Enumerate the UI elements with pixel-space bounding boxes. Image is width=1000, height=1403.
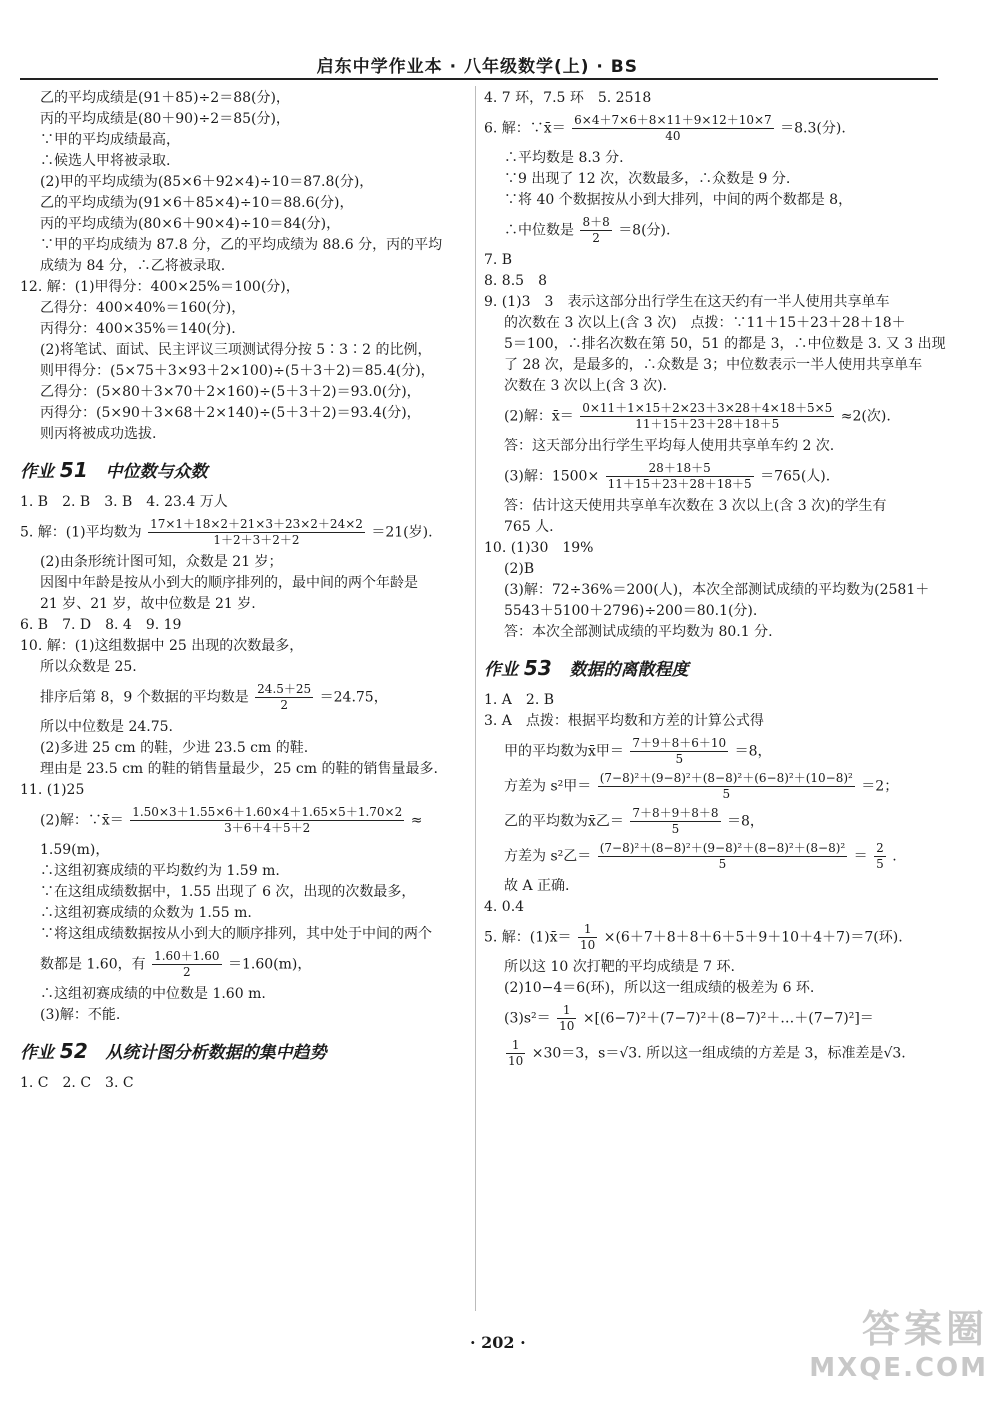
text-line: (2)10−4＝6(环)，所以这一组成绩的极差为 6 环. xyxy=(504,980,815,996)
text-line: ∴平均数是 8.3 分. xyxy=(504,150,624,166)
denominator: 2 xyxy=(280,698,288,712)
text-line: ∴这组初赛成绩的中位数是 1.60 m. xyxy=(40,986,266,1002)
question-11-median-formula xyxy=(20,949,468,980)
q5-variance-result xyxy=(484,1038,944,1069)
formula-suffix: ≈ xyxy=(410,812,423,829)
denominator: 2 xyxy=(592,231,600,245)
formula-prefix: (3)解：1500× xyxy=(504,468,600,485)
formula-suffix: ≈2(次). xyxy=(840,408,891,425)
answer-line: 4. 0.4 xyxy=(484,899,525,915)
text-line: 765 人. xyxy=(504,519,554,535)
question-3: 3. A 点拨：根据平均数和方差的计算公式得 xyxy=(484,713,764,729)
fraction xyxy=(580,401,834,432)
numerator: 1.50×3＋1.55×6＋1.60×4＋1.65×5＋1.70×2 xyxy=(132,805,403,819)
question-9: 9. (1)3 3 表示这部分出行学生在这天约有一半人使用共享单车 xyxy=(484,294,890,310)
formula-prefix: 方差为 s²甲＝ xyxy=(504,778,592,795)
fraction xyxy=(630,806,720,837)
numerator: 1 xyxy=(578,922,597,938)
text-line: 乙得分：(5×80＋3×70＋2×160)÷(5＋3＋2)＝93.0(分)， xyxy=(40,384,421,400)
text-line: ∴这组初赛成绩的众数为 1.55 m. xyxy=(40,905,252,921)
text-line: 丙的平均成绩是(80＋90)÷2＝85(分)， xyxy=(40,111,290,127)
q5-variance-formula xyxy=(484,1003,944,1034)
denominator: 40 xyxy=(665,129,681,143)
section-number: 53 xyxy=(523,656,552,680)
numerator: 1.60＋1.60 xyxy=(154,949,220,963)
text-line: 答：估计这天使用共享单车次数在 3 次以上(含 3 次)的学生有 xyxy=(504,498,887,514)
formula-prefix: 5. 解：(1)x̄＝ xyxy=(484,929,572,946)
question-11-formula xyxy=(20,805,468,836)
fraction xyxy=(630,736,728,767)
formula-suffix: ＝21(岁). xyxy=(371,524,433,541)
text-line: (2)将笔试、面试、民主评议三项测试得分按 5∶3∶2 的比例， xyxy=(40,342,432,358)
section-51-heading xyxy=(20,457,468,482)
formula-prefix: 6. 解：∵x̄＝ xyxy=(484,120,566,137)
page-header xyxy=(20,48,938,80)
right-column xyxy=(484,88,944,1073)
question-5-formula xyxy=(20,517,468,548)
text-line: 5＝100，∴排名次数在第 50，51 的都是 3，∴中位数是 3. 又 3 出现 xyxy=(504,336,946,352)
formula-prefix: (3)s²＝ xyxy=(504,1010,551,1027)
q3-variance-a xyxy=(484,771,944,802)
fraction xyxy=(598,771,855,802)
fraction xyxy=(130,805,404,836)
fraction xyxy=(572,113,774,144)
text-line: 所以这 10 次打靶的平均成绩是 7 环. xyxy=(504,959,735,975)
watermark-top: 答案圈 xyxy=(861,1307,988,1351)
text-line: ∵甲的平均成绩最高， xyxy=(40,132,180,148)
numerator: (7−8)²＋(8−8)²＋(9−8)²＋(8−8)²＋(8−8)² xyxy=(599,841,846,855)
formula-suffix: . xyxy=(892,848,897,865)
formula-suffix: ＝765(人). xyxy=(760,468,831,485)
denominator: 5 xyxy=(718,857,727,871)
column-divider xyxy=(475,86,476,1311)
denominator: 10 xyxy=(508,1054,524,1068)
answer-line: 1. C 2. C 3. C xyxy=(20,1075,134,1091)
text-line: ∵9 出现了 12 次，次数最多，∴众数是 9 分. xyxy=(504,171,791,187)
question-10-formula xyxy=(20,682,468,713)
section-52-heading xyxy=(20,1038,468,1063)
text-line: (2)B xyxy=(504,561,535,577)
formula-suffix: ＝2； xyxy=(861,778,899,795)
q3-variance-b xyxy=(484,841,944,872)
text-line: 成绩为 84 分，∴乙将被录取. xyxy=(40,258,226,274)
denominator: 11＋15＋23＋28＋18＋5 xyxy=(607,477,752,491)
q3-mean-a xyxy=(484,736,944,767)
text-line: 了 28 次，是最多的，∴众数是 3；中位数表示一半人使用共享单车 xyxy=(504,357,923,373)
section-number: 51 xyxy=(59,458,88,482)
question-9-mean-formula xyxy=(484,401,944,432)
text-line: 的次数在 3 次以上(含 3 次) 点拨：∵11＋15＋23＋28＋18＋ xyxy=(504,315,906,331)
fraction xyxy=(557,1003,576,1034)
formula-suffix: ＝8(分). xyxy=(618,222,671,239)
numerator: 8＋8 xyxy=(582,215,610,229)
question-6-median-formula xyxy=(484,215,944,246)
answer-line: 4. 7 环，7.5 环 5. 2518 xyxy=(484,90,652,106)
fraction xyxy=(874,841,886,872)
formula-prefix: 乙的平均数为x̄乙＝ xyxy=(504,813,624,830)
answer-line: 1. B 2. B 3. B 4. 23.4 万人 xyxy=(20,494,228,510)
text-line: ∵甲的平均成绩为 87.8 分，乙的平均成绩为 88.6 分，丙的平均 xyxy=(40,237,443,253)
text-line: ∵将这组成绩数据按从小到大的顺序排列，其中处于中间的两个 xyxy=(40,926,432,942)
text-line: (3)解：72÷36%＝200(人)，本次全部测试成绩的平均数为(2581＋ xyxy=(504,582,930,598)
formula-suffix: ＝8， xyxy=(727,813,764,830)
formula-prefix: 排序后第 8，9 个数据的平均数是 xyxy=(40,689,249,706)
question-10: 10. (1)30 19% xyxy=(484,540,594,556)
denominator: 5 xyxy=(671,822,680,836)
text-line: 理由是 23.5 cm 的鞋的销售量最少，25 cm 的鞋的销售量最多. xyxy=(40,761,438,777)
numerator: (7−8)²＋(9−8)²＋(8−8)²＋(6−8)²＋(10−8)² xyxy=(599,771,853,785)
formula-suffix: ＝1.60(m)， xyxy=(227,956,312,973)
text-line: (2)甲的平均成绩为(85×6＋92×4)÷10＝87.8(分)， xyxy=(40,174,374,190)
denominator: 3＋6＋4＋5＋2 xyxy=(224,821,311,835)
text-line: 答：这天部分出行学生平均每人使用共享单车约 2 次. xyxy=(504,438,835,454)
q3-mean-b xyxy=(484,806,944,837)
formula-prefix: 方差为 s²乙＝ xyxy=(504,848,592,865)
denominator: 10 xyxy=(580,938,596,952)
answer-line: 8. 8.5 8 xyxy=(484,273,547,289)
answer-line: 6. B 7. D 8. 4 9. 19 xyxy=(20,617,182,633)
formula-prefix: 5. 解：(1)平均数为 xyxy=(20,524,142,541)
numerator: 1 xyxy=(506,1038,525,1054)
text-line: 次数在 3 次以上(含 3 次). xyxy=(504,378,667,394)
formula-suffix: ＝24.75， xyxy=(319,689,388,706)
fraction xyxy=(580,215,611,246)
question-11: 11. (1)25 xyxy=(20,782,85,798)
answer-line: 1. A 2. B xyxy=(484,692,555,708)
numerator: 17×1＋18×2＋21×3＋23×2＋24×2 xyxy=(150,517,363,531)
text-line: (2)由条形统计图可知，众数是 21 岁； xyxy=(40,554,283,570)
formula-suffix: ＝8， xyxy=(734,743,772,760)
text-line: ∴候选人甲将被录取. xyxy=(40,153,171,169)
text-line: 故 A 正确. xyxy=(504,878,570,894)
section-prefix: 作业 xyxy=(20,1043,54,1063)
fraction xyxy=(598,841,848,872)
text-line: 答：本次全部测试成绩的平均数为 80.1 分. xyxy=(504,624,773,640)
numerator: 24.5＋25 xyxy=(257,682,312,696)
text-line: 则丙将被成功选拔. xyxy=(40,426,157,442)
left-column xyxy=(20,88,468,1094)
answer-line: 7. B xyxy=(484,252,513,268)
text-line: 5543＋5100＋2796)÷200＝80.1(分). xyxy=(504,603,758,619)
numerator: 28＋18＋5 xyxy=(606,461,754,477)
text-line: 1.59(m)， xyxy=(40,842,110,858)
text-line: 乙的平均成绩为(91×6＋85×4)÷10＝88.6(分)， xyxy=(40,195,354,211)
text-line: (3)解：不能. xyxy=(40,1007,121,1023)
denominator: 10 xyxy=(559,1019,575,1033)
formula-suffix: ×[(6−7)²＋(7−7)²＋(8−7)²＋…＋(7−7)²]＝ xyxy=(582,1010,874,1027)
denominator: 5 xyxy=(876,857,884,871)
section-title: 中位数与众数 xyxy=(105,462,208,482)
section-53-heading xyxy=(484,655,944,680)
text-line: 丙得分：(5×90＋3×68＋2×140)÷(5＋3＋2)＝93.4(分)， xyxy=(40,405,421,421)
watermark-logo xyxy=(809,1298,988,1383)
text-line: (2)多进 25 cm 的鞋，少进 23.5 cm 的鞋. xyxy=(40,740,309,756)
question-10: 10. 解：(1)这组数据中 25 出现的次数最多， xyxy=(20,638,304,654)
numerator: 0×11＋1×15＋2×23＋3×28＋4×18＋5×5 xyxy=(582,401,833,415)
fraction xyxy=(578,922,597,953)
question-9-estimate-formula xyxy=(484,461,944,492)
denominator: 5 xyxy=(722,787,731,801)
header-title: 启东中学作业本 · 八年级数学(上) · BS xyxy=(316,57,638,77)
formula-prefix: (2)解：∵x̄＝ xyxy=(40,812,124,829)
text-line: ∵在这组成绩数据中，1.55 出现了 6 次，出现的次数最多， xyxy=(40,884,416,900)
section-prefix: 作业 xyxy=(484,660,518,680)
text-line: ∴这组初赛成绩的平均数约为 1.59 m. xyxy=(40,863,280,879)
section-number: 52 xyxy=(59,1039,88,1063)
page-number: · 202 · xyxy=(470,1333,526,1352)
denominator: 5 xyxy=(675,752,684,766)
text-line: 因图中年龄是按从小到大的顺序排列的，最中间的两个年龄是 xyxy=(40,575,418,591)
section-title: 从统计图分析数据的集中趋势 xyxy=(105,1043,327,1063)
text-line: 21 岁、21 岁，故中位数是 21 岁. xyxy=(40,596,256,612)
formula-suffix: ×(6＋7＋8＋8＋6＋5＋9＋10＋4＋7)＝7(环). xyxy=(603,929,903,946)
numerator: 7＋9＋8＋6＋10 xyxy=(632,736,727,750)
section-prefix: 作业 xyxy=(20,462,54,482)
question-12: 12. 解：(1)甲得分：400×25%＝100(分)， xyxy=(20,279,300,295)
denominator: 1＋2＋3＋2＋2 xyxy=(213,533,300,547)
fraction xyxy=(148,517,365,548)
fraction xyxy=(606,461,754,492)
numerator: 1 xyxy=(557,1003,576,1019)
fraction xyxy=(255,682,313,713)
question-6-formula xyxy=(484,113,944,144)
fraction xyxy=(506,1038,525,1069)
denominator: 2 xyxy=(182,965,191,979)
text-line: 丙得分：400×35%＝140(分). xyxy=(40,321,236,337)
text-line: ∵将 40 个数据按从小到大排列，中间的两个数都是 8， xyxy=(504,192,853,208)
formula-suffix: ＝8.3(分). xyxy=(780,120,846,137)
text-line: 乙得分：400×40%＝160(分)， xyxy=(40,300,246,316)
question-5-formula xyxy=(484,922,944,953)
text-line: 乙的平均成绩是(91＋85)÷2＝88(分)， xyxy=(40,90,290,106)
numerator: 7＋8＋9＋8＋8 xyxy=(632,806,719,820)
text-line: 则甲得分：(5×75＋3×93＋2×100)÷(5＋3＋2)＝85.4(分)， xyxy=(40,363,435,379)
formula-suffix: ×30＝3，s＝√3. 所以这一组成绩的方差是 3，标准差是√3. xyxy=(531,1045,906,1062)
formula-prefix: 甲的平均数为x̄甲＝ xyxy=(504,743,624,760)
numerator: 6×4＋7×6＋8×11＋9×12＋10×7 xyxy=(574,113,772,127)
text-line: 丙的平均成绩为(80×6＋90×4)÷10＝84(分)， xyxy=(40,216,341,232)
formula-prefix: (2)解：x̄＝ xyxy=(504,408,574,425)
numerator: 2 xyxy=(876,841,884,855)
denominator: 11＋15＋23＋28＋18＋5 xyxy=(635,417,780,431)
formula-equals: ＝ xyxy=(853,848,868,865)
formula-prefix: ∴中位数是 xyxy=(504,222,574,239)
text-line: 所以中位数是 24.75. xyxy=(40,719,173,735)
formula-prefix: 数都是 1.60，有 xyxy=(40,956,146,973)
text-line: 所以众数是 25. xyxy=(40,659,137,675)
fraction xyxy=(152,949,221,980)
section-title: 数据的离散程度 xyxy=(569,660,689,680)
watermark-bottom: MXQE.COM xyxy=(809,1353,988,1383)
